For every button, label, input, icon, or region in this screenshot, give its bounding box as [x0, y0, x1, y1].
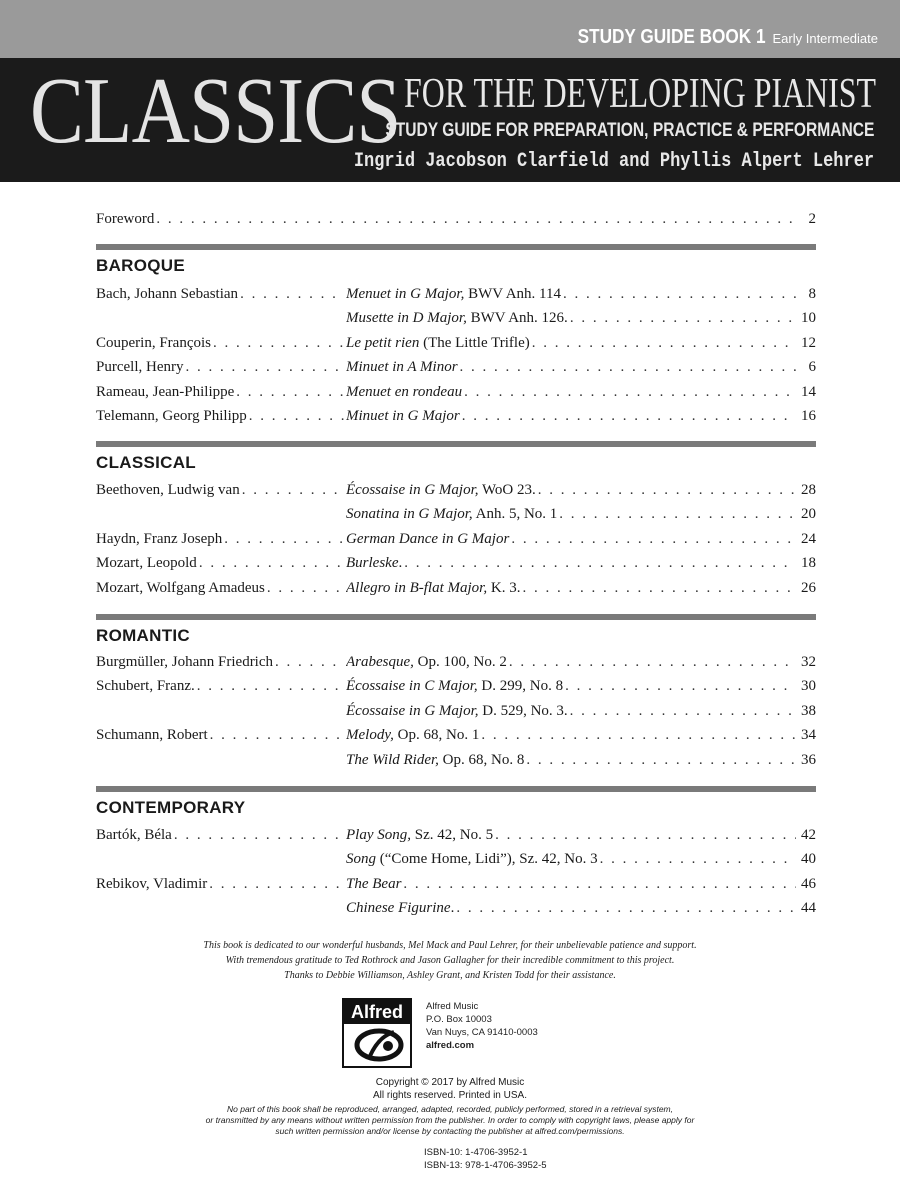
piece-title	[346, 577, 520, 599]
composer-cell	[96, 724, 346, 746]
page-number: 34	[801, 727, 816, 744]
alfred-logo	[342, 998, 412, 1068]
composer-name: Purcell, Henry	[96, 359, 184, 376]
page-number: 14	[801, 383, 816, 400]
piece-title-italic: Song	[346, 851, 376, 868]
piece-title	[346, 675, 563, 697]
dot-leader	[156, 208, 796, 230]
piece-title	[346, 381, 462, 403]
toc-row-foreword[interactable]	[96, 208, 816, 230]
toc-row[interactable]	[96, 356, 816, 378]
piece-title-italic: German Dance in G Major	[346, 530, 510, 547]
piece-catalog: Anh. 5, No. 1	[472, 506, 558, 523]
composer-name: Haydn, Franz Joseph	[96, 530, 223, 547]
piece-title	[346, 479, 536, 501]
composer-cell	[96, 577, 346, 599]
piece-title	[346, 356, 458, 378]
dot-leader	[460, 356, 796, 378]
publisher-name: Alfred Music	[426, 1001, 479, 1012]
composer-cell	[96, 356, 346, 378]
composer-cell	[96, 332, 346, 354]
dot-leader	[185, 356, 344, 378]
piece-cell	[346, 700, 798, 722]
po-box: P.O. Box 10003	[426, 1014, 492, 1025]
page-number: 20	[801, 506, 816, 523]
toc-row[interactable]	[96, 381, 816, 403]
piece-title	[346, 651, 507, 673]
piece-title	[346, 700, 568, 722]
piece-cell	[346, 405, 798, 427]
piece-title-italic: Minuet in G Major	[346, 408, 460, 424]
piece-title	[346, 552, 402, 574]
toc-row[interactable]	[96, 873, 816, 895]
page-number: 16	[801, 408, 816, 424]
piece-catalog: (“Come Home, Lidi”), Sz. 42, No. 3	[376, 851, 598, 868]
page-number: 26	[801, 579, 816, 596]
music-clef-icon	[348, 1026, 410, 1064]
toc-row[interactable]	[96, 528, 816, 550]
section-title-romantic: ROMANTIC	[96, 626, 190, 645]
header-band	[0, 58, 900, 182]
copyright	[300, 1076, 600, 1102]
piece-cell	[346, 749, 798, 771]
piece-title	[346, 897, 454, 919]
section-title-contemporary: CONTEMPORARY	[96, 798, 246, 817]
piece-catalog: (The Little Trifle)	[419, 334, 530, 351]
website-link[interactable]: alfred.com	[426, 1040, 475, 1051]
dot-leader	[404, 552, 796, 574]
dot-leader	[213, 332, 344, 354]
piece-title	[346, 503, 557, 525]
piece-catalog: Op. 100, No. 2	[413, 654, 507, 670]
toc-row[interactable]	[96, 503, 816, 525]
dot-leader	[464, 381, 796, 403]
toc-row[interactable]	[96, 332, 816, 354]
dedication-line: With tremendous gratitude to Ted Rothrock and Jason Gallagher for their incredible commitment to this project.	[225, 955, 675, 966]
piece-title-italic: Écossaise in G Major,	[346, 482, 479, 498]
toc-row[interactable]	[96, 824, 816, 846]
piece-title-italic: Musette in D Major,	[346, 310, 467, 327]
piece-title-italic: Menuet in G Major,	[346, 286, 465, 302]
title-classics: CLASSICS	[30, 59, 401, 163]
piece-title-italic: Chinese Figurine	[346, 900, 451, 917]
composer-name: Telemann, Georg Philipp	[96, 408, 247, 424]
section-divider	[96, 786, 816, 792]
composer-cell	[96, 479, 346, 501]
piece-cell	[346, 381, 798, 403]
dot-leader	[532, 332, 796, 354]
page-number: 42	[801, 827, 816, 843]
dot-leader	[570, 700, 796, 722]
piece-title-italic: Le petit rien	[346, 334, 420, 351]
page-number: 44	[801, 900, 816, 917]
piece-catalog: D. 299, No. 8	[477, 678, 564, 695]
piece-cell	[346, 824, 798, 846]
piece-cell	[346, 332, 798, 354]
piece-catalog: BWV Anh. 114	[464, 286, 562, 302]
logo-wordmark: Alfred	[344, 1000, 410, 1024]
toc-row[interactable]	[96, 479, 816, 501]
composer-name: Rebikov, Vladimir	[96, 875, 208, 892]
piece-cell	[346, 479, 798, 501]
legal-line: No part of this book shall be reproduced, arranged, adapted, recorded, publicly performed, stored in a retrieval system,	[226, 1104, 674, 1114]
piece-cell	[346, 675, 798, 697]
piece-cell	[346, 848, 798, 870]
piece-title	[346, 307, 568, 329]
dot-leader	[199, 552, 344, 574]
piece-cell	[346, 528, 798, 550]
piece-title-italic: Écossaise in C Major,	[346, 678, 478, 695]
page-number: 46	[801, 875, 816, 892]
composer-name: Couperin, François	[96, 334, 211, 351]
toc-row[interactable]	[96, 405, 816, 427]
dot-leader	[538, 479, 796, 501]
piece-title	[346, 824, 493, 846]
piece-catalog: Op. 68, No. 8	[438, 751, 525, 768]
dot-leader	[563, 283, 796, 305]
piece-title	[346, 405, 460, 427]
piece-title	[346, 528, 509, 550]
toc-row[interactable]	[96, 552, 816, 574]
piece-cell	[346, 307, 798, 329]
composer-name: Bach, Johann Sebastian	[96, 286, 239, 302]
dot-leader	[522, 577, 796, 599]
page-number: 8	[808, 286, 816, 302]
legal-notice	[90, 1104, 810, 1137]
section-divider	[96, 614, 816, 620]
dot-leader	[249, 405, 344, 427]
piece-title-italic: The Wild Rider,	[346, 751, 439, 768]
toc-row[interactable]	[96, 749, 816, 771]
piece-catalog: .	[450, 900, 455, 917]
piece-title	[346, 724, 479, 746]
piece-title-italic: The Bear	[346, 875, 402, 892]
dedication	[60, 938, 840, 983]
dot-leader	[600, 848, 796, 870]
composer-cell	[96, 552, 346, 574]
composer-name: Schumann, Robert	[96, 727, 208, 744]
piece-title	[346, 283, 561, 305]
publisher-address	[426, 1000, 538, 1052]
page-number: 6	[808, 359, 816, 376]
isbn-block	[424, 1146, 547, 1172]
composer-cell	[96, 528, 346, 550]
composer-name: Bartók, Béla	[96, 827, 172, 843]
dot-leader	[242, 479, 344, 501]
dot-leader	[511, 528, 796, 550]
book-level: Early Intermediate	[772, 31, 878, 46]
piece-title-italic: Minuet in A Minor	[346, 359, 458, 376]
section-divider	[96, 441, 816, 447]
book-number: STUDY GUIDE BOOK 1	[578, 26, 767, 48]
copyright-line: Copyright © 2017 by Alfred Music	[375, 1077, 525, 1088]
piece-title-italic: Melody,	[346, 727, 394, 744]
toc-row[interactable]	[96, 651, 816, 673]
piece-cell	[346, 873, 798, 895]
piece-cell	[346, 503, 798, 525]
dot-leader	[209, 873, 344, 895]
composer-cell	[96, 873, 346, 895]
book-label	[547, 26, 878, 49]
piece-title-italic: Écossaise in G Major,	[346, 702, 479, 719]
toc-row[interactable]	[96, 897, 816, 919]
dot-leader	[267, 577, 344, 599]
dot-leader	[224, 528, 344, 550]
toc-row[interactable]	[96, 724, 816, 746]
toc-row[interactable]	[96, 848, 816, 870]
page-number: 38	[801, 702, 816, 719]
toc-row[interactable]	[96, 700, 816, 722]
piece-title-italic: Burleske	[346, 555, 399, 572]
piece-title-italic: Play Song,	[346, 827, 411, 843]
composer-name: Beethoven, Ludwig van	[96, 482, 240, 498]
rights-line: All rights reserved. Printed in USA.	[373, 1090, 527, 1101]
piece-catalog: BWV Anh. 126.	[466, 310, 568, 327]
piece-title-italic: Allegro in B-flat Major,	[346, 579, 488, 596]
piece-title	[346, 848, 598, 870]
dot-leader	[481, 724, 796, 746]
dedication-line: This book is dedicated to our wonderful husbands, Mel Mack and Paul Lehrer, for their unbelievable patience and support.	[203, 940, 697, 951]
dot-leader	[559, 503, 796, 525]
composer-name: Burgmüller, Johann Friedrich	[96, 654, 274, 670]
page-number: 10	[801, 310, 816, 327]
dot-leader	[403, 873, 796, 895]
composer-cell	[96, 283, 346, 305]
dot-leader	[495, 824, 796, 846]
toc-row[interactable]	[96, 307, 816, 329]
page-number: 32	[801, 654, 816, 670]
dot-leader	[526, 749, 796, 771]
composer-cell	[96, 675, 346, 697]
dot-leader	[197, 675, 344, 697]
section-title-baroque: BAROQUE	[96, 256, 185, 275]
composer-cell	[96, 824, 346, 846]
piece-cell	[346, 283, 798, 305]
piece-cell	[346, 552, 798, 574]
title-rest: FOR THE DEVELOPING PIANIST	[403, 71, 876, 117]
dot-leader	[236, 381, 344, 403]
piece-title	[346, 749, 524, 771]
piece-title	[346, 332, 530, 354]
isbn-13: ISBN-13: 978-1-4706-3952-5	[424, 1160, 547, 1171]
page-number: 24	[801, 530, 816, 547]
piece-title	[346, 873, 401, 895]
piece-catalog: Op. 68, No. 1	[393, 727, 480, 744]
dot-leader	[570, 307, 796, 329]
toc-row[interactable]	[96, 675, 816, 697]
page-number: 18	[801, 555, 816, 572]
toc-row[interactable]	[96, 283, 816, 305]
legal-line: such written permission and/or license by contacting the publisher at alfred.com/permissions.	[275, 1126, 625, 1136]
dot-leader	[456, 897, 796, 919]
subtitle: STUDY GUIDE FOR PREPARATION, PRACTICE & PERFORMANCE	[384, 120, 874, 141]
composer-name: Mozart, Leopold	[96, 555, 197, 572]
composer-cell	[96, 405, 346, 427]
piece-catalog: .	[398, 555, 403, 572]
page-number: 36	[801, 751, 816, 768]
dedication-line: Thanks to Debbie Williamson, Ashley Grant, and Kristen Todd for their assistance.	[284, 970, 616, 981]
dot-leader	[509, 651, 796, 673]
piece-catalog: K. 3.	[487, 579, 521, 596]
composer-name: Schubert, Franz.	[96, 678, 195, 695]
piece-cell	[346, 577, 798, 599]
dot-leader	[174, 824, 344, 846]
piece-cell	[346, 724, 798, 746]
piece-cell	[346, 651, 798, 673]
piece-cell	[346, 356, 798, 378]
composer-name: Rameau, Jean-Philippe	[96, 383, 235, 400]
piece-title-italic: Arabesque,	[346, 654, 414, 670]
section-divider	[96, 244, 816, 250]
page-number: 40	[801, 851, 816, 868]
page-number: 30	[801, 678, 816, 695]
piece-title-italic: Sonatina in G Major,	[346, 506, 473, 523]
dot-leader	[210, 724, 344, 746]
legal-line: or transmitted by any means without written permission from the publisher. In order to comply with copyright laws, please apply for	[205, 1115, 695, 1125]
piece-cell	[346, 897, 798, 919]
dot-leader	[240, 283, 344, 305]
toc-row[interactable]	[96, 577, 816, 599]
page-number: 2	[808, 211, 816, 227]
header-top-strip	[0, 0, 900, 58]
dot-leader	[275, 651, 344, 673]
authors: Ingrid Jacobson Clarfield and Phyllis Alpert Lehrer	[353, 150, 874, 173]
city-line: Van Nuys, CA 91410-0003	[426, 1027, 538, 1038]
piece-catalog: Sz. 42, No. 5	[411, 827, 494, 843]
isbn-10: ISBN-10: 1-4706-3952-1	[424, 1147, 528, 1158]
piece-catalog: D. 529, No. 3.	[478, 702, 568, 719]
dot-leader	[565, 675, 796, 697]
piece-title-italic: Menuet en rondeau	[346, 383, 463, 400]
foreword-label: Foreword	[96, 211, 155, 227]
page-number: 28	[801, 482, 816, 498]
section-title-classical: CLASSICAL	[96, 453, 196, 472]
composer-name: Mozart, Wolfgang Amadeus	[96, 579, 265, 596]
dot-leader	[462, 405, 796, 427]
piece-catalog: WoO 23.	[478, 482, 536, 498]
page-number: 12	[801, 334, 816, 351]
composer-cell	[96, 381, 346, 403]
composer-cell	[96, 651, 346, 673]
